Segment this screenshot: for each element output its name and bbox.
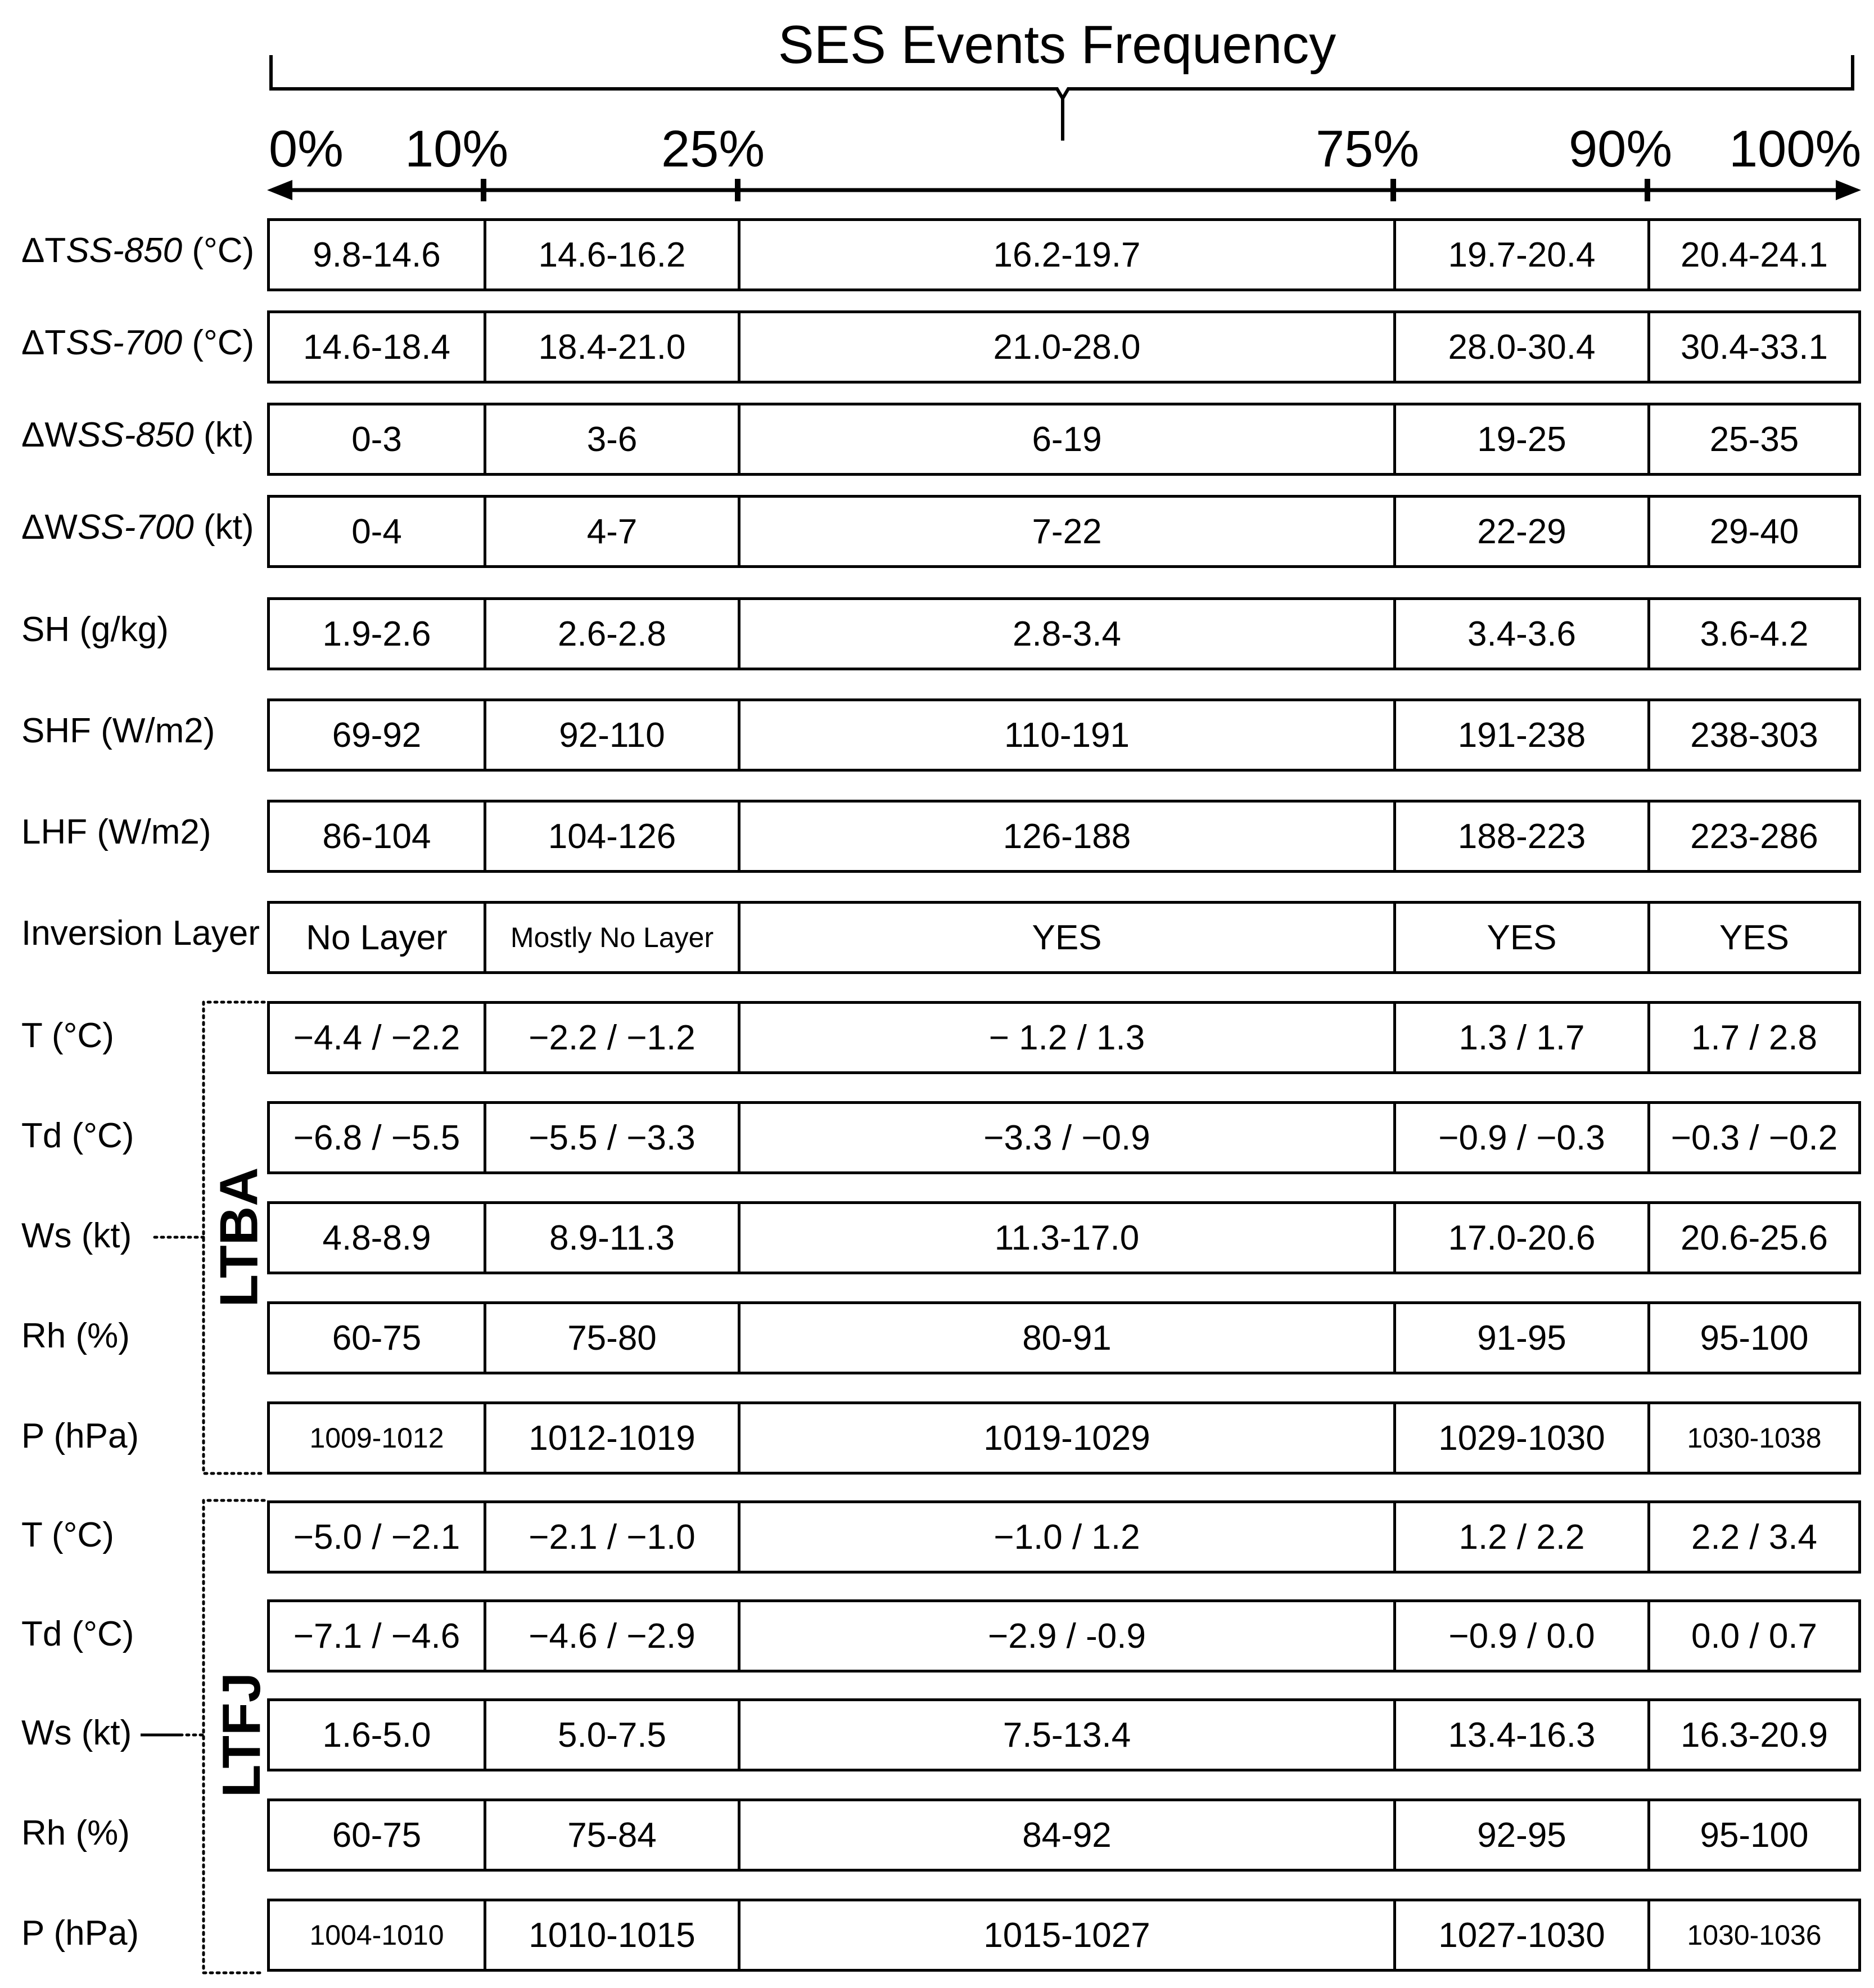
table-cell: 84-92: [738, 1798, 1396, 1872]
table-row: [0, 310, 1874, 384]
table-cell: 7.5-13.4: [738, 1698, 1396, 1771]
table-cell: 2.8-3.4: [738, 597, 1396, 670]
table-cell: No Layer: [267, 901, 486, 974]
table-cell: 11.3-17.0: [738, 1201, 1396, 1274]
row-label-part: ΔW: [21, 508, 78, 547]
table-cell: 4-7: [484, 495, 740, 568]
table-cell: 86-104: [267, 800, 486, 873]
row-label-part: SS-700: [66, 323, 183, 362]
table-cell: Mostly No Layer: [484, 901, 740, 974]
percentile-label: 25%: [661, 120, 765, 178]
row-label-part: (°C): [182, 323, 255, 362]
table-cell: 1004-1010: [267, 1899, 486, 1972]
table-cell: 75-84: [484, 1798, 740, 1872]
percentile-label: 100%: [1729, 120, 1862, 178]
row-label-part: P (hPa): [21, 1417, 139, 1455]
table-cell: 1.2 / 2.2: [1393, 1500, 1650, 1574]
table-row: [0, 1101, 1874, 1174]
percentile-label: 10%: [405, 120, 509, 178]
table-row: [0, 1301, 1874, 1374]
table-cell: 1.9-2.6: [267, 597, 486, 670]
table-cell: −7.1 / −4.6: [267, 1599, 486, 1673]
table-cell: 91-95: [1393, 1301, 1650, 1374]
table-cell: 0-4: [267, 495, 486, 568]
row-label-part: LHF (W/m2): [21, 813, 211, 851]
table-row: [0, 1201, 1874, 1274]
table-cell: 95-100: [1647, 1301, 1861, 1374]
row-label-part: ΔW: [21, 416, 78, 454]
row-label-part: SH (g/kg): [21, 610, 169, 649]
table-cell: 7-22: [738, 495, 1396, 568]
row-label-part: SS-850: [66, 231, 183, 270]
table-cell: −2.2 / −1.2: [484, 1001, 740, 1074]
table-cell: 104-126: [484, 800, 740, 873]
table-cell: YES: [1393, 901, 1650, 974]
table-row: [0, 901, 1874, 974]
table-cell: 3.6-4.2: [1647, 597, 1861, 670]
row-label-part: T (°C): [21, 1016, 114, 1055]
percentile-label: 90%: [1569, 120, 1673, 178]
table-cell: 1009-1012: [267, 1401, 486, 1475]
percentile-label: 0%: [269, 120, 344, 178]
table-cell: 92-95: [1393, 1798, 1650, 1872]
row-label-part: (kt): [193, 508, 254, 547]
table-cell: 238-303: [1647, 698, 1861, 772]
table-cell: 14.6-16.2: [484, 218, 740, 291]
table-cell: 126-188: [738, 800, 1396, 873]
figure-title: SES Events Frequency: [778, 15, 1336, 75]
table-cell: 19.7-20.4: [1393, 218, 1650, 291]
row-label-part: (kt): [193, 416, 254, 454]
table-cell: 95-100: [1647, 1798, 1861, 1872]
table-cell: 188-223: [1393, 800, 1650, 873]
row-label-part: SS-700: [77, 508, 194, 547]
row-label-part: Rh (%): [21, 1317, 130, 1355]
table-cell: 2.6-2.8: [484, 597, 740, 670]
table-cell: 4.8-8.9: [267, 1201, 486, 1274]
row-label-part: ΔT: [21, 231, 66, 270]
table-row: [0, 495, 1874, 568]
table-row: [0, 800, 1874, 873]
table-cell: 28.0-30.4: [1393, 310, 1650, 384]
table-cell: 1029-1030: [1393, 1401, 1650, 1475]
row-label-part: T (°C): [21, 1516, 114, 1554]
table-cell: 19-25: [1393, 403, 1650, 476]
percentile-label: 75%: [1316, 120, 1420, 178]
row-label-part: (°C): [182, 231, 255, 270]
station-label: LTFJ: [211, 1672, 272, 1798]
table-row: [0, 218, 1874, 291]
table-cell: 223-286: [1647, 800, 1861, 873]
table-cell: 22-29: [1393, 495, 1650, 568]
table-row: [0, 1001, 1874, 1074]
row-label-part: ΔT: [21, 323, 66, 362]
row-label-part: Ws (kt): [21, 1714, 132, 1752]
table-cell: 3.4-3.6: [1393, 597, 1650, 670]
table-cell: 60-75: [267, 1301, 486, 1374]
table-cell: 25-35: [1647, 403, 1861, 476]
table-cell: 5.0-7.5: [484, 1698, 740, 1771]
row-label-part: P (hPa): [21, 1914, 139, 1953]
table-cell: −0.9 / 0.0: [1393, 1599, 1650, 1673]
table-cell: −0.9 / −0.3: [1393, 1101, 1650, 1174]
table-cell: 20.4-24.1: [1647, 218, 1861, 291]
table-cell: 75-80: [484, 1301, 740, 1374]
table-cell: 29-40: [1647, 495, 1861, 568]
table-cell: 2.2 / 3.4: [1647, 1500, 1861, 1574]
row-label-part: SHF (W/m2): [21, 711, 215, 750]
table-cell: 1.3 / 1.7: [1393, 1001, 1650, 1074]
table-cell: 9.8-14.6: [267, 218, 486, 291]
table-row: [0, 403, 1874, 476]
table-cell: 1.7 / 2.8: [1647, 1001, 1861, 1074]
table-cell: 16.2-19.7: [738, 218, 1396, 291]
axis-arrow-left: [267, 180, 292, 200]
table-cell: 1.6-5.0: [267, 1698, 486, 1771]
table-cell: 20.6-25.6: [1647, 1201, 1861, 1274]
table-cell: YES: [1647, 901, 1861, 974]
table-cell: − 1.2 / 1.3: [738, 1001, 1396, 1074]
table-cell: 18.4-21.0: [484, 310, 740, 384]
table-cell: 0-3: [267, 403, 486, 476]
table-cell: −2.1 / −1.0: [484, 1500, 740, 1574]
axis-arrow-right: [1836, 180, 1861, 200]
row-label-part: Rh (%): [21, 1814, 130, 1852]
table-cell: 1030-1038: [1647, 1401, 1861, 1475]
table-cell: 1012-1019: [484, 1401, 740, 1475]
row-label-part: Inversion Layer: [21, 914, 260, 953]
table-row: [0, 698, 1874, 772]
table-cell: −4.4 / −2.2: [267, 1001, 486, 1074]
table-row: [0, 1899, 1874, 1972]
table-cell: 60-75: [267, 1798, 486, 1872]
table-cell: 1019-1029: [738, 1401, 1396, 1475]
table-cell: −3.3 / −0.9: [738, 1101, 1396, 1174]
row-label-part: SS-850: [77, 416, 194, 454]
table-cell: −5.0 / −2.1: [267, 1500, 486, 1574]
table-cell: 80-91: [738, 1301, 1396, 1374]
table-row: [0, 1599, 1874, 1673]
table-cell: −4.6 / −2.9: [484, 1599, 740, 1673]
table-cell: −2.9 / -0.9: [738, 1599, 1396, 1673]
table-cell: 13.4-16.3: [1393, 1698, 1650, 1771]
table-cell: 92-110: [484, 698, 740, 772]
table-cell: 16.3-20.9: [1647, 1698, 1861, 1771]
table-cell: 3-6: [484, 403, 740, 476]
row-label-part: Td (°C): [21, 1116, 134, 1155]
table-cell: −0.3 / −0.2: [1647, 1101, 1861, 1174]
table-row: [0, 1798, 1874, 1872]
table-cell: 17.0-20.6: [1393, 1201, 1650, 1274]
table-cell: 14.6-18.4: [267, 310, 486, 384]
table-cell: 30.4-33.1: [1647, 310, 1861, 384]
table-cell: 69-92: [267, 698, 486, 772]
row-label-part: Td (°C): [21, 1615, 134, 1653]
table-cell: 110-191: [738, 698, 1396, 772]
table-cell: 0.0 / 0.7: [1647, 1599, 1861, 1673]
table-row: [0, 1500, 1874, 1574]
table-cell: 1010-1015: [484, 1899, 740, 1972]
table-cell: 6-19: [738, 403, 1396, 476]
table-row: [0, 1401, 1874, 1475]
table-cell: YES: [738, 901, 1396, 974]
station-label: LTBA: [208, 1167, 269, 1308]
table-row: [0, 1698, 1874, 1771]
table-cell: 21.0-28.0: [738, 310, 1396, 384]
table-cell: −5.5 / −3.3: [484, 1101, 740, 1174]
table-cell: 1030-1036: [1647, 1899, 1861, 1972]
table-row: [0, 597, 1874, 670]
table-cell: 1027-1030: [1393, 1899, 1650, 1972]
table-cell: 191-238: [1393, 698, 1650, 772]
table-cell: 8.9-11.3: [484, 1201, 740, 1274]
row-label-part: Ws (kt): [21, 1216, 132, 1255]
table-cell: 1015-1027: [738, 1899, 1396, 1972]
table-cell: −1.0 / 1.2: [738, 1500, 1396, 1574]
table-cell: −6.8 / −5.5: [267, 1101, 486, 1174]
